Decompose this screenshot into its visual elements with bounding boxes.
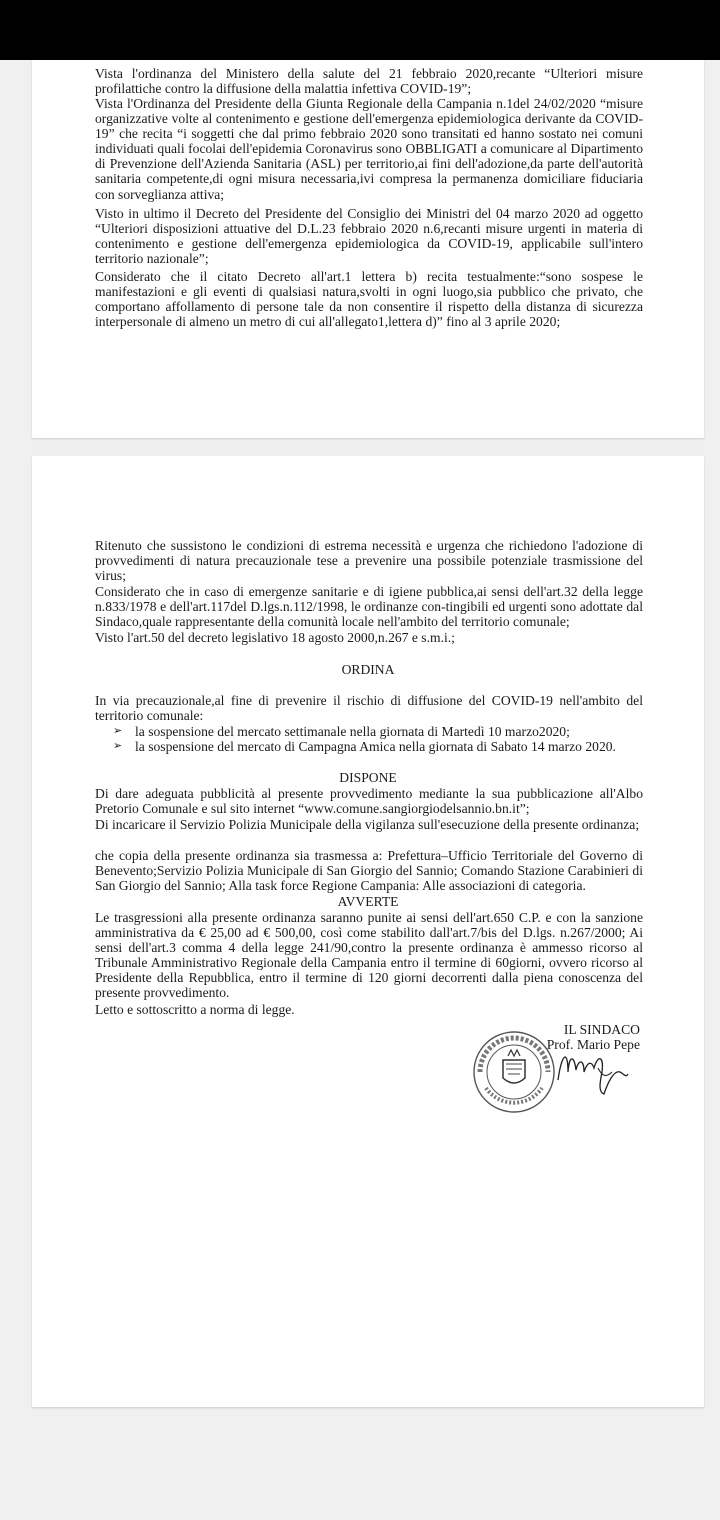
paragraph-pubblicita: Di dare adeguata pubblicità al presente provvedimento mediante la sua pubblicazione all'Albo Pretorio Comunale e sul sito internet “www.comune.sangiorgiodelsannio.bn.it”; (95, 786, 643, 817)
paragraph-decreto-dpcm: Visto in ultimo il Decreto del Presidente del Consiglio dei Ministri del 04 marzo 2020 ad oggetto “Ulteriori disposizioni attuative del D.L.23 febbraio 2020 n.6,recanti misure urgenti in materia di contenimento e gestione dell'emergenza epidemiologica da COVID-19, applicabile sull'intero territorio nazionale”; (95, 206, 643, 267)
paragraph-ordinanza-ministero: Vista l'ordinanza del Ministero della salute del 21 febbraio 2020,recante “Ulteriori misure profilattiche contro la diffusione della malattia infettiva COVID-19”; (95, 66, 643, 97)
handwritten-signature-icon (554, 1042, 630, 1098)
heading-dispone: DISPONE (339, 770, 397, 785)
paragraph-trasmessa: che copia della presente ordinanza sia trasmessa a: Prefettura–Ufficio Territoriale del Governo di Benevento;Servizio Polizia Municipale di San Giorgio del Sannio; Comando Stazione Carabinieri di San Giorgio del Sannio; Alla task force Regione Campania: Alle associazioni di categoria. (95, 848, 643, 894)
paragraph-considerato-decreto: Considerato che il citato Decreto all'art.1 lettera b) recita testualmente:“sono sospese le manifestazioni e gli eventi di qualsiasi natura,svolti in ogni luogo,sia pubblico che privato, che comportano affollamento di persone tale da non consentire il rispetto della distanza di sicurezza interpersonale di almeno un metro di cui all'allegato1,lettera d)” fino al 3 aprile 2020; (95, 269, 643, 330)
municipal-seal-icon (472, 1030, 556, 1114)
arrow-bullet-icon: ➢ (113, 740, 123, 752)
closing-line: Letto e sottoscritto a norma di legge. (95, 1002, 295, 1017)
signature-title: IL SINDACO (563, 1022, 640, 1037)
paragraph-polizia: Di incaricare il Servizio Polizia Municipale della vigilanza sull'esecuzione della presente ordinanza; (95, 817, 640, 832)
ordina-list (113, 724, 653, 754)
paragraph-avverte: Le trasgressioni alla presente ordinanza saranno punite ai sensi dell'art.650 C.P. e con la sanzione amministrativa da € 25,00 ad € 500,00, così come stabilito dall'art.7/bis del D.lgs. n.267/2000; Ai sensi dell'art.3 comma 4 della legge 241/90,contro la presente ordinanza è ammesso ricorso al Tribunale Amministrativo Regionale della Campania entro il termine di 60giorni, ovvero ricorso al Presidente della Repubblica, entro il termine di 120 giorni decorrenti dalla piena conoscenza del presente provvedimento. (95, 910, 643, 1001)
heading-ordina: ORDINA (341, 662, 395, 677)
signature-block (472, 1022, 642, 1112)
paragraph-considerato-emergenze: Considerato che in caso di emergenze sanitarie e di igiene pubblica,ai sensi dell'art.32 della legge n.833/1978 e dell'art.117del D.lgs.n.112/1998, le ordinanze con-tingibili ed urgenti sono adottate dal Sindaco,quale rappresentante della comunità locale nell'ambito del territorio comunale; (95, 584, 643, 630)
status-bar (0, 0, 720, 60)
list-item (113, 739, 653, 754)
document-page-1 (32, 60, 704, 438)
list-item (113, 724, 653, 739)
paragraph-visto-art50: Visto l'art.50 del decreto legislativo 18 agosto 2000,n.267 e s.m.i.; (95, 630, 455, 645)
paragraph-ordina: In via precauzionale,al fine di prevenire il rischio di diffusione del COVID-19 nell'ambito del territorio comunale: (95, 693, 643, 724)
list-item-text: la sospensione del mercato settimanale nella giornata di Martedì 10 marzo2020; (135, 724, 570, 739)
paragraph-ritenuto: Ritenuto che sussistono le condizioni di estrema necessità e urgenza che richiedono l'adozione di provvedimenti di natura precauzionale tese a prevenire una possibile potenziale trasmissione del virus; (95, 538, 643, 584)
arrow-bullet-icon: ➢ (113, 725, 123, 737)
list-item-text: la sospensione del mercato di Campagna Amica nella giornata di Sabato 14 marzo 2020. (135, 739, 616, 754)
heading-avverte: AVVERTE (337, 894, 399, 909)
document-page-2 (32, 456, 704, 1407)
signature-name: Prof. Mario Pepe (546, 1037, 640, 1052)
paragraph-ordinanza-regione: Vista l'Ordinanza del Presidente della Giunta Regionale della Campania n.1del 24/02/2020 “misure organizzative volte al contenimento e gestione dell'emergenza epidemiologica derivante da COVID-19” che recita “i soggetti che dal primo febbraio 2020 sono transitati ed hanno sostato nei comuni individuati quali focolai dell'epidemia Coronavirus sono OBBLIGATI a comunicare al Dipartimento di Prevenzione dell'Azienda Sanitaria (ASL) per territorio,ai fini dell'adozione,da parte dell'autorità sanitaria competente,di ogni misura necessaria,ivi compresa la permanenza domiciliare fiduciaria con sorveglianza attiva; (95, 96, 643, 202)
